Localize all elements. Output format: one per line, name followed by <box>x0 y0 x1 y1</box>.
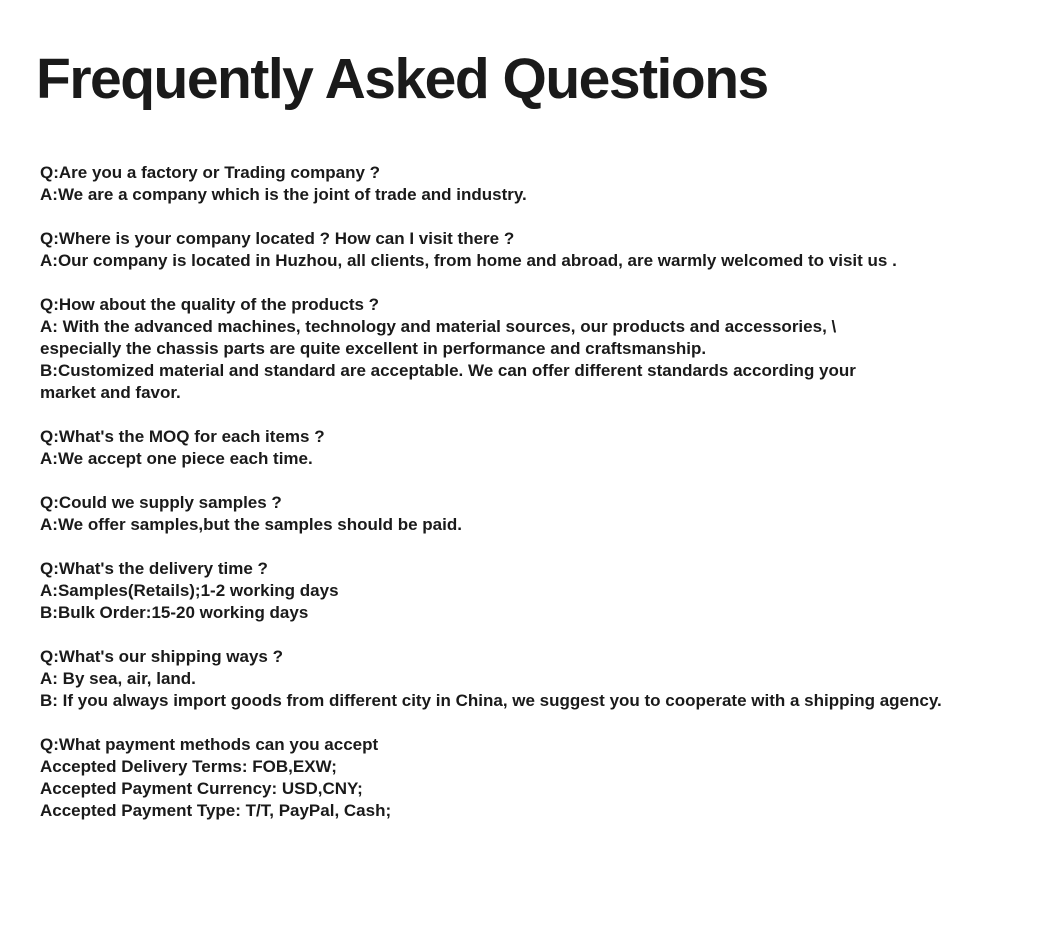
faq-block <box>40 426 1030 470</box>
faq-answer-line: A:We offer samples,but the samples should be paid. <box>40 515 462 534</box>
faq-block <box>40 492 1030 536</box>
faq-block <box>40 734 1030 822</box>
faq-question: Q:What's the MOQ for each items ? <box>40 427 325 446</box>
faq-answer-line: B: If you always import goods from different city in China, we suggest you to cooperate with a shipping agency. <box>40 691 942 710</box>
faq-block <box>40 646 1030 712</box>
faq-answer-line: A:Our company is located in Huzhou, all clients, from home and abroad, are warmly welcomed to visit us . <box>40 251 897 270</box>
faq-answer-line: B:Bulk Order:15-20 working days <box>40 603 309 622</box>
faq-question: Q:What payment methods can you accept <box>40 735 379 754</box>
faq-answer-line: market and favor. <box>40 383 181 402</box>
faq-answer-line: A: By sea, air, land. <box>40 669 196 688</box>
faq-answer-line: B:Customized material and standard are acceptable. We can offer different standards according your <box>40 361 856 380</box>
faq-question: Q:Where is your company located ? How can I visit there ? <box>40 229 515 248</box>
faq-question: Q:Could we supply samples ? <box>40 493 282 512</box>
faq-block <box>40 228 1030 272</box>
faq-question: Q:What's the delivery time ? <box>40 559 268 578</box>
faq-answer-line: Accepted Payment Currency: USD,CNY; <box>40 779 363 798</box>
faq-answer-line: A:Samples(Retails);1-2 working days <box>40 581 339 600</box>
faq-answer-line: Accepted Payment Type: T/T, PayPal, Cash; <box>40 801 392 820</box>
faq-list <box>40 162 1030 844</box>
faq-answer-line: A: With the advanced machines, technology and material sources, our products and accessories, \ <box>40 317 837 336</box>
faq-block <box>40 162 1030 206</box>
faq-block <box>40 558 1030 624</box>
faq-answer-line: especially the chassis parts are quite excellent in performance and craftsmanship. <box>40 339 707 358</box>
faq-question: Q:Are you a factory or Trading company ? <box>40 163 381 182</box>
faq-block <box>40 294 1030 404</box>
faq-answer-line: Accepted Delivery Terms: FOB,EXW; <box>40 757 337 776</box>
page-title: Frequently Asked Questions <box>36 47 768 111</box>
faq-answer-line: A:We accept one piece each time. <box>40 449 313 468</box>
faq-question: Q:What's our shipping ways ? <box>40 647 283 666</box>
faq-question: Q:How about the quality of the products ? <box>40 295 380 314</box>
faq-answer-line: A:We are a company which is the joint of trade and industry. <box>40 185 527 204</box>
